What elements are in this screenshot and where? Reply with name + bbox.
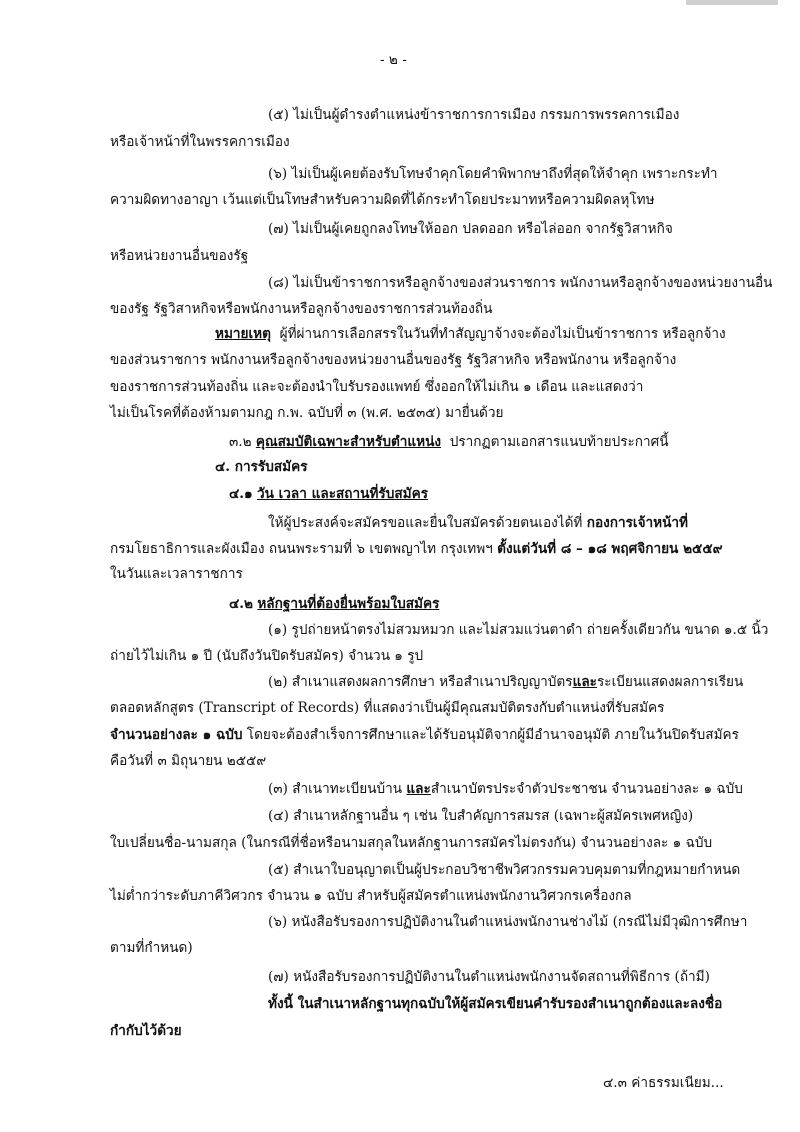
document-2-and: และ bbox=[572, 674, 597, 690]
document-5-line2: ไม่ต่ำกว่าระดับภาคีวิศวกร จำนวน ๑ ฉบับ สำหรับผู้สมัครตำแหน่งพนักงานวิศวกรเครื่องกล bbox=[110, 888, 632, 904]
note-line1 bbox=[215, 326, 726, 342]
qualification-7-line2: หรือหน่วยงานอื่นของรัฐ bbox=[110, 248, 249, 264]
section-3-2-text: ปรากฏตามเอกสารแนบท้ายประกาศนี้ bbox=[449, 434, 669, 450]
document-4-line1: (๔) สำเนาหลักฐานอื่น ๆ เช่น ใบสำคัญการสมรส (เฉพาะผู้สมัครเพศหญิง) bbox=[268, 808, 694, 824]
section-4-title: ๔. การรับสมัคร bbox=[215, 459, 308, 475]
document-6-line2: ตามที่กำหนด) bbox=[110, 940, 193, 956]
document-3-line1 bbox=[268, 781, 743, 797]
document-3-text-1: (๓) สำเนาทะเบียนบ้าน bbox=[268, 781, 403, 797]
qualification-5-line1: (๕) ไม่เป็นผู้ดำรงตำแหน่งข้าราชการการเมือง กรรมการพรรคการเมือง bbox=[268, 107, 680, 123]
note-line2: ของส่วนราชการ พนักงานหรือลูกจ้างของหน่วยงานอื่นของรัฐ รัฐวิสาหกิจ หรือพนักงาน หรือลูกจ้าง bbox=[110, 352, 677, 368]
section-3-2-title: คุณสมบัติเฉพาะสำหรับตำแหน่ง bbox=[255, 434, 442, 450]
document-7-line1: (๗) หนังสือรับรองการปฏิบัติงานในตำแหน่งพนักงานจัดสถานที่พิธีการ (ถ้ามี) bbox=[268, 969, 710, 985]
qualification-8-line2: ของรัฐ รัฐวิสาหกิจหรือพนักงานหรือลูกจ้างของราชการส่วนท้องถิ่น bbox=[110, 301, 493, 317]
document-4-line2: ใบเปลี่ยนชื่อ-นามสกุล (ในกรณีที่ชื่อหรือนามสกุลในหลักฐานการสมัครไม่ตรงกัน) จำนวนอย่างละ ๑ ฉบับ bbox=[110, 835, 713, 851]
section-4-1-office: กองการเจ้าหน้าที่ bbox=[586, 515, 689, 531]
qualification-5-line2: หรือเจ้าหน้าที่ในพรรคการเมือง bbox=[110, 134, 290, 150]
document-2-line4: คือวันที่ ๓ มิถุนายน ๒๕๕๙ bbox=[110, 753, 267, 769]
corner-mark bbox=[686, 0, 778, 5]
document-2-line1 bbox=[268, 674, 743, 690]
qualification-7-line1: (๗) ไม่เป็นผู้เคยถูกลงโทษให้ออก ปลดออก หรือไล่ออก จากรัฐวิสาหกิจ bbox=[268, 221, 673, 237]
qualification-6-line1: (๖) ไม่เป็นผู้เคยต้องรับโทษจำคุกโดยคำพิพากษาถึงที่สุดให้จำคุก เพราะกระทำ bbox=[268, 166, 718, 182]
note-line3: ของราชการส่วนท้องถิ่น และจะต้องนำใบรับรองแพทย์ ซึ่งออกให้ไม่เกิน ๑ เดือน และแสดงว่า bbox=[110, 379, 644, 395]
section-4-1-dates: ตั้งแต่วันที่ ๘ – ๑๘ พฤศจิกายน ๒๕๕๙ bbox=[497, 541, 723, 557]
page-number: - ๒ - bbox=[380, 52, 407, 68]
note-line4: ไม่เป็นโรคที่ต้องห้ามตามกฎ ก.พ. ฉบับที่ ๓ (พ.ศ. ๒๕๓๕) มายื่นด้วย bbox=[110, 405, 504, 421]
document-3-text-2: สำเนาบัตรประจำตัวประชาชน จำนวนอย่างละ ๑ ฉบับ bbox=[430, 781, 743, 797]
section-4-1-line2 bbox=[110, 541, 723, 557]
document-1-line2: ถ่ายไว้ไม่เกิน ๑ ปี (นับถึงวันปิดรับสมัคร) จำนวน ๑ รูป bbox=[110, 648, 424, 664]
document-6-line1: (๖) หนังสือรับรองการปฏิบัติงานในตำแหน่งพนักงานช่างไม้ (กรณีไม่มีวุฒิการศึกษา bbox=[268, 914, 748, 930]
next-page-reference: ๔.๓ ค่าธรรมเนียม... bbox=[603, 1075, 724, 1091]
section-4-2-number: ๔.๒ bbox=[229, 596, 253, 612]
section-3-2-number: ๓.๒ bbox=[229, 434, 252, 450]
document-2-quantity: จำนวนอย่างละ ๑ ฉบับ bbox=[110, 727, 243, 743]
document-2-line3 bbox=[110, 727, 739, 743]
document-2-text-1: (๒) สำเนาแสดงผลการศึกษา หรือสำเนาปริญญาบัตร bbox=[268, 674, 573, 690]
section-4-2-title: หลักฐานที่ต้องยื่นพร้อมใบสมัคร bbox=[257, 596, 440, 612]
document-2-text-3: โดยจะต้องสำเร็จการศึกษาและได้รับอนุมัติจากผู้มีอำนาจอนุมัติ ภายในวันปิดรับสมัคร bbox=[246, 727, 739, 743]
section-4-1-line1 bbox=[268, 515, 688, 531]
section-4-1-text-1: ให้ผู้ประสงค์จะสมัครขอและยื่นใบสมัครด้วยตนเองได้ที่ bbox=[268, 515, 583, 531]
section-4-1-number: ๔.๑ bbox=[229, 486, 253, 502]
section-4-1-text-2: กรมโยธาธิการและผังเมือง ถนนพระรามที่ ๖ เขตพญาไท กรุงเทพฯ bbox=[110, 541, 493, 557]
qualification-8-line1: (๘) ไม่เป็นข้าราชการหรือลูกจ้างของส่วนราชการ พนักงานหรือลูกจ้างของหน่วยงานอื่น bbox=[268, 275, 773, 291]
note-label: หมายเหตุ bbox=[215, 326, 271, 342]
document-2-line2: ตลอดหลักสูตร (Transcript of Records) ที่แสดงว่าเป็นผู้มีคุณสมบัติตรงกับตำแหน่งที่รับสมัคร bbox=[110, 700, 665, 716]
section-4-1-line3: ในวันและเวลาราชการ bbox=[110, 566, 243, 582]
section-3-2 bbox=[229, 434, 669, 450]
document-5-line1: (๕) สำเนาใบอนุญาตเป็นผู้ประกอบวิชาชีพวิศวกรรมควบคุมตามที่กฎหมายกำหนด bbox=[268, 862, 741, 878]
qualification-6-line2: ความผิดทางอาญา เว้นแต่เป็นโทษสำหรับความผิดที่ได้กระทำโดยประมาทหรือความผิดลหุโทษ bbox=[110, 192, 655, 208]
section-4-1 bbox=[229, 486, 428, 502]
document-2-text-2: ระเบียนแสดงผลการเรียน bbox=[596, 674, 744, 690]
document-1-line1: (๑) รูปถ่ายหน้าตรงไม่สวมหมวก และไม่สวมแว่นตาดำ ถ่ายครั้งเดียวกัน ขนาด ๑.๕ นิ้ว bbox=[268, 622, 769, 638]
section-4-2 bbox=[229, 596, 439, 612]
closing-line2: กำกับไว้ด้วย bbox=[110, 1023, 182, 1039]
closing-line1: ทั้งนี้ ในสำเนาหลักฐานทุกฉบับให้ผู้สมัครเขียนคำรับรองสำเนาถูกต้องและลงชื่อ bbox=[268, 996, 723, 1012]
document-3-and: และ bbox=[406, 781, 431, 797]
section-4-1-title: วัน เวลา และสถานที่รับสมัคร bbox=[256, 486, 429, 502]
note-text-1: ผู้ที่ผ่านการเลือกสรรในวันที่ทำสัญญาจ้างจะต้องไม่เป็นข้าราชการ หรือลูกจ้าง bbox=[279, 326, 726, 342]
